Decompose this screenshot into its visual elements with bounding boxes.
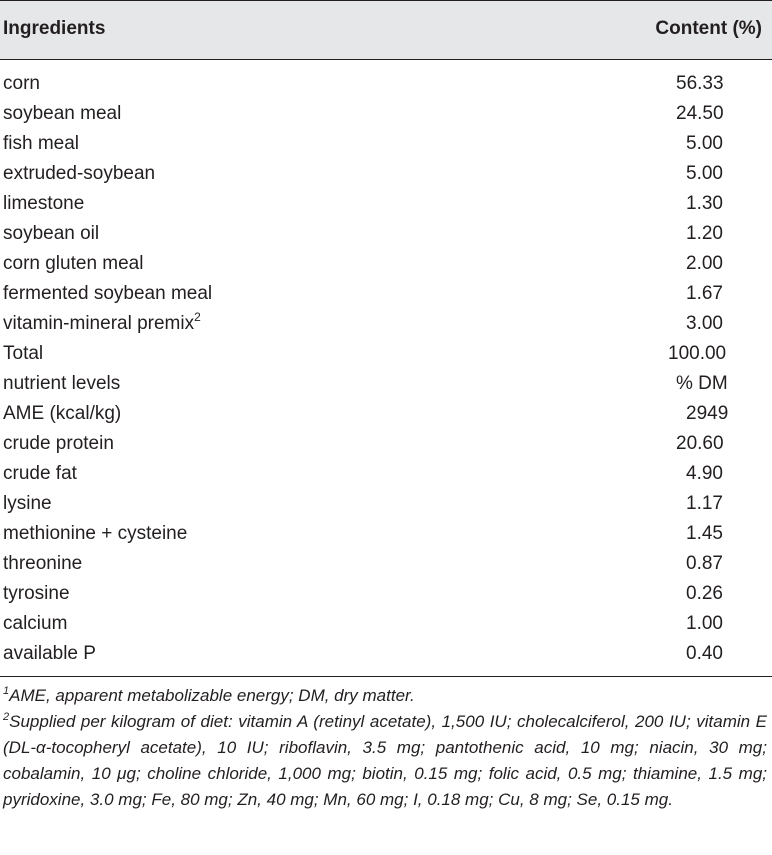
footnote-marker: 2: [194, 310, 201, 324]
table-row: [0, 219, 772, 249]
ingredient-value: 0.40: [686, 643, 723, 664]
ingredient-name: [3, 312, 201, 336]
ingredient-value: 2949: [686, 403, 729, 424]
ingredient-name: crude protein: [3, 433, 114, 454]
ingredient-value: 1.45: [686, 523, 723, 544]
table-row: [0, 159, 772, 189]
table-row: [0, 399, 772, 429]
ingredient-value: 2.00: [686, 253, 723, 274]
footnote-marker: 1: [3, 685, 10, 697]
table-row: [0, 519, 772, 549]
footnote: [3, 709, 767, 813]
table-footnotes: [3, 683, 767, 813]
table-row: [0, 309, 772, 339]
ingredient-value: 1.20: [686, 223, 723, 244]
ingredient-value: 56.33: [676, 73, 724, 94]
table-row: [0, 339, 772, 369]
ingredient-name: fermented soybean meal: [3, 283, 213, 304]
table-row: [0, 579, 772, 609]
ingredient-value: % DM: [676, 373, 728, 394]
table-row: [0, 639, 772, 669]
table-row: [0, 279, 772, 309]
footnote-text: AME, apparent metabolizable energy; DM, dry matter.: [9, 686, 415, 705]
ingredient-name: lysine: [3, 493, 52, 514]
table-row: [0, 189, 772, 219]
ingredient-name: Total: [3, 343, 44, 364]
ingredient-value: 0.26: [686, 583, 723, 604]
table-row: [0, 369, 772, 399]
ingredient-name: soybean oil: [3, 223, 100, 244]
ingredient-value: 1.17: [686, 493, 723, 514]
ingredient-value: 1.00: [686, 613, 723, 634]
ingredient-name: threonine: [3, 553, 83, 574]
table-body: [0, 69, 772, 669]
ingredient-value: 0.87: [686, 553, 723, 574]
ingredient-name: corn gluten meal: [3, 253, 144, 274]
ingredient-value: 24.50: [676, 103, 724, 124]
ingredient-value: 4.90: [686, 463, 723, 484]
ingredient-name: crude fat: [3, 463, 77, 484]
ingredient-name: AME (kcal/kg): [3, 403, 122, 424]
ingredient-name: extruded-soybean: [3, 163, 156, 184]
header-ingredients: Ingredients: [3, 18, 106, 39]
ingredient-name: tyrosine: [3, 583, 70, 604]
ingredient-name: corn: [3, 73, 40, 94]
footnote-marker: 2: [3, 711, 10, 723]
table-row: [0, 549, 772, 579]
table-bottom-rule: [0, 676, 772, 677]
ingredient-name: nutrient levels: [3, 373, 121, 394]
table-row: [0, 609, 772, 639]
ingredient-name: limestone: [3, 193, 85, 214]
footnote: [3, 683, 767, 709]
table-row: [0, 99, 772, 129]
ingredient-name-text: vitamin-mineral premix: [3, 313, 195, 334]
ingredient-value: 20.60: [676, 433, 724, 454]
ingredient-name: methionine + cysteine: [3, 523, 188, 544]
ingredient-value: 3.00: [686, 313, 723, 334]
table-row: [0, 459, 772, 489]
ingredient-value: 1.30: [686, 193, 723, 214]
ingredient-value: 100.00: [668, 343, 727, 364]
ingredient-name: fish meal: [3, 133, 80, 154]
ingredient-value: 5.00: [686, 163, 723, 184]
table-row: [0, 249, 772, 279]
table-row: [0, 429, 772, 459]
ingredient-name: soybean meal: [3, 103, 122, 124]
table-row: [0, 69, 772, 99]
table-header: [0, 0, 772, 60]
table-row: [0, 489, 772, 519]
ingredient-value: 1.67: [686, 283, 723, 304]
ingredient-name: available P: [3, 643, 96, 664]
ingredient-value: 5.00: [686, 133, 723, 154]
ingredient-name: calcium: [3, 613, 68, 634]
table-row: [0, 129, 772, 159]
header-content: Content (%): [655, 18, 762, 39]
footnote-text: Supplied per kilogram of diet: vitamin A (retinyl acetate), 1,500 IU; cholecalciferol, 200 IU; vitamin E (DL-α-tocopheryl acetate), 10 IU; riboflavin, 3.5 mg; pantothenic acid, 10 mg; niacin, 30 mg; cobalamin, 10 μg; choline chloride, 1,000 mg; biotin, 0.15 mg; folic acid, 0.5 mg; thiamine, 1.5 mg; pyridoxine, 3.0 mg; Fe, 80 mg; Zn, 40 mg; Mn, 60 mg; I, 0.18 mg; Cu, 8 mg; Se, 0.15 mg.: [3, 712, 767, 809]
